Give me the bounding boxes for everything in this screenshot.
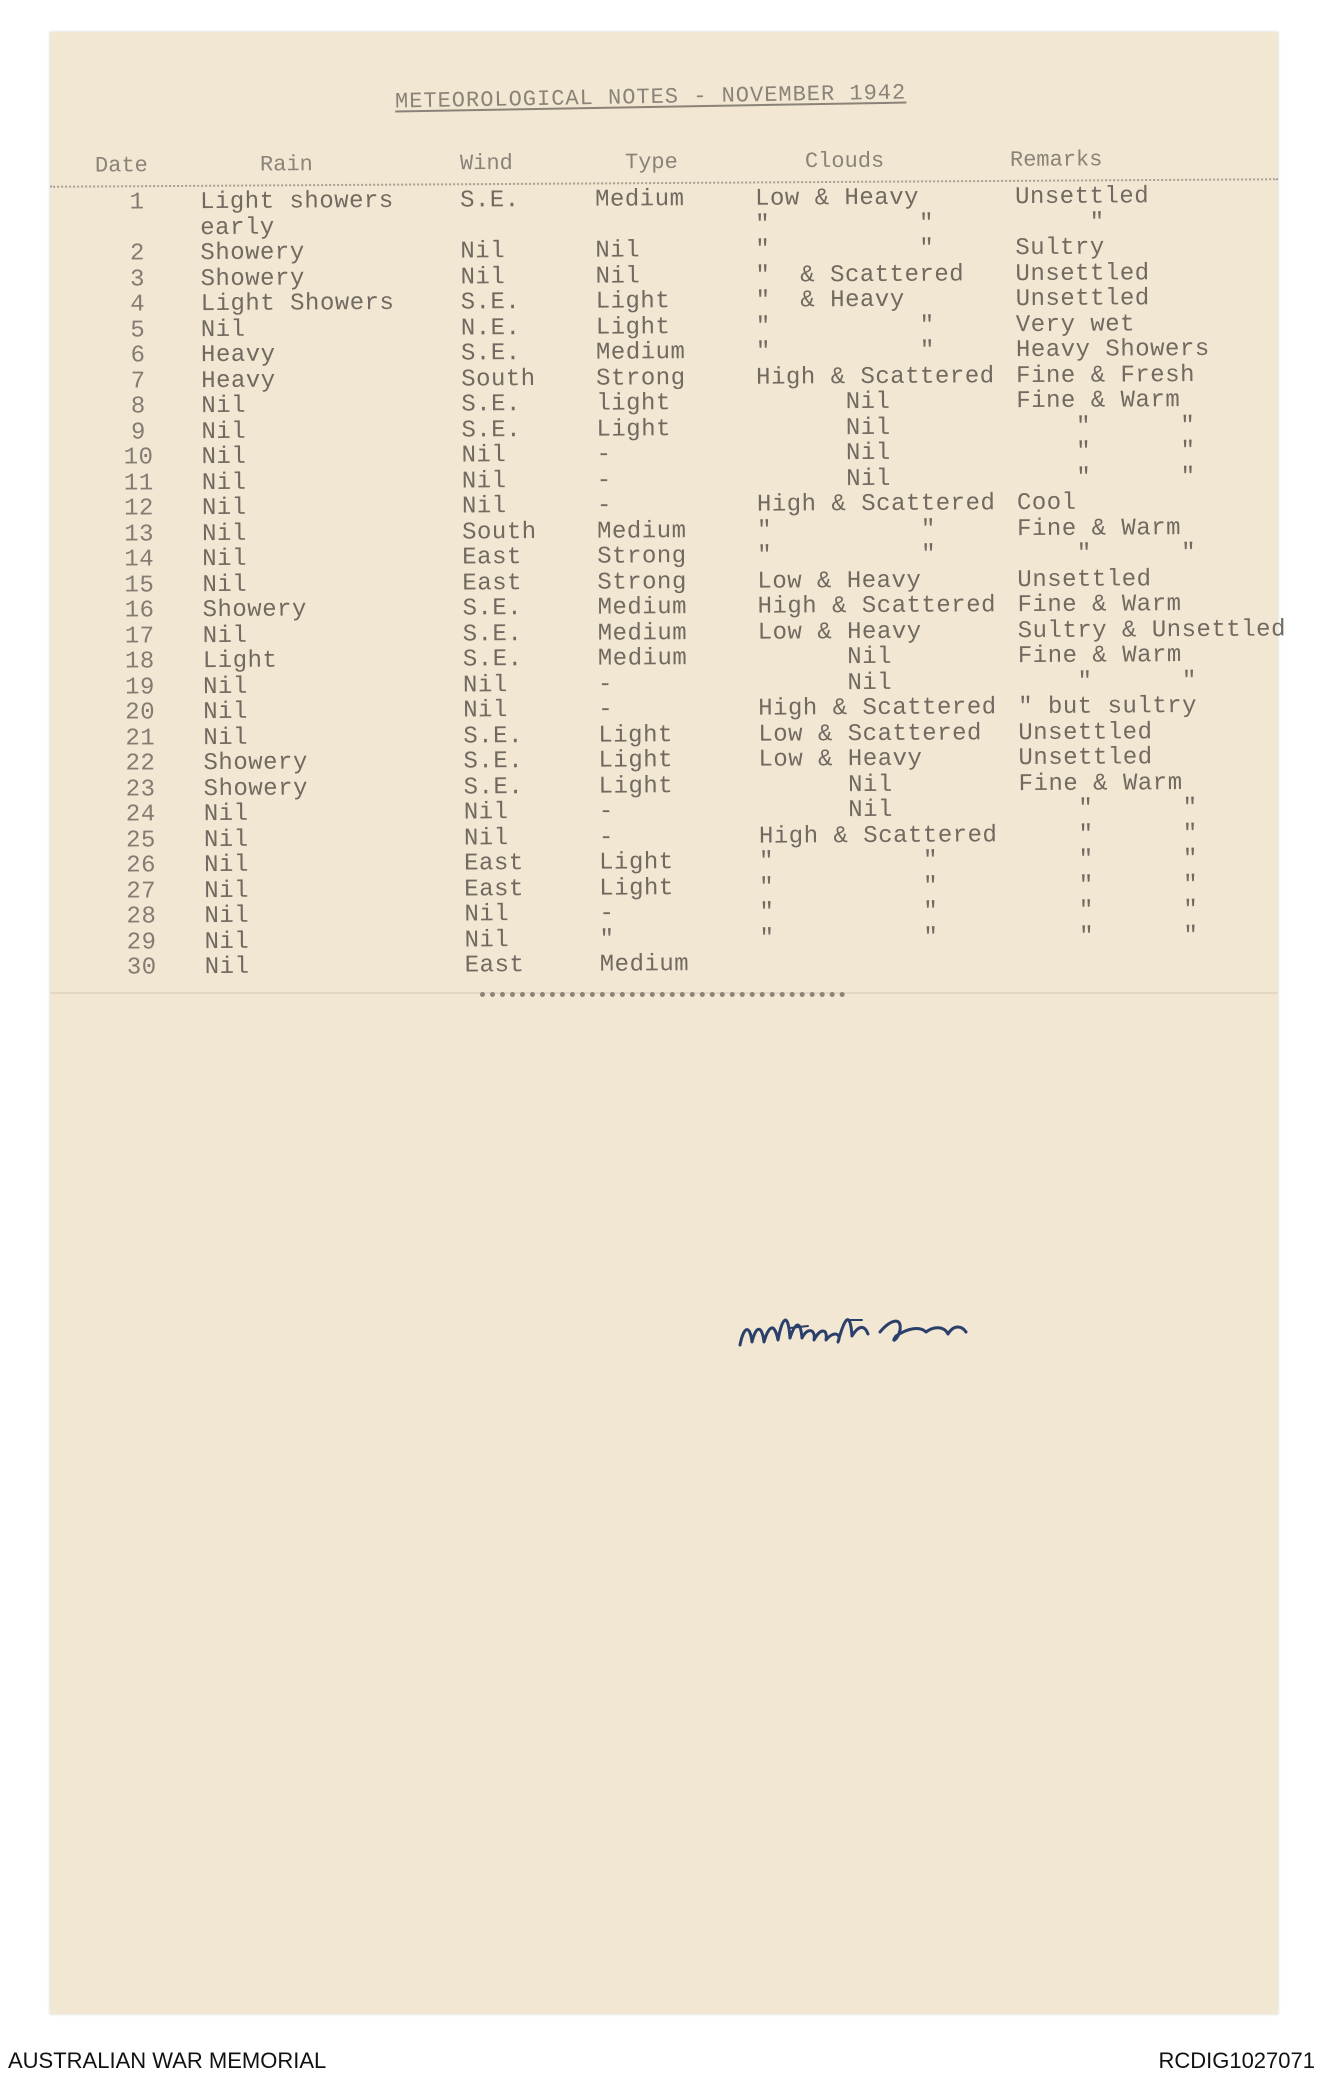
wind-cell: S.E. [460,340,521,368]
wind-cell: Nil [460,263,506,291]
footer-source: AUSTRALIAN WAR MEMORIAL [8,2048,327,2073]
date-cell: 29 [126,928,157,957]
rain-cell: Nil [203,826,249,854]
remarks-cell: " " [1016,438,1196,467]
clouds-cell: Nil [756,465,891,494]
date-cell: 20 [125,699,156,727]
remarks-cell: " " [1019,846,1199,875]
date-cell: 12 [123,495,154,523]
rain-cell: Heavy [201,367,276,395]
date-cell: 5 [130,316,146,345]
rain-cell: Nil [203,724,249,752]
rain-cell: Nil [204,953,250,982]
clouds-cell: High & Scattered [758,694,997,723]
type-cell: " [599,926,615,954]
clouds-cell: " " [759,873,939,902]
rain-cell: Nil [204,928,250,956]
rain-cell: Nil [201,418,247,446]
type-cell: - [597,671,614,699]
remarks-cell: Fine & Warm [1016,514,1182,543]
rain-cell: Showery [200,239,305,268]
type-cell: Medium [597,517,687,546]
wind-cell: Nil [461,467,507,495]
rain-cell: Light showers [199,187,394,217]
type-cell: Nil [595,262,641,291]
wind-cell: S.E. [461,416,522,444]
type-cell: Medium [597,594,688,622]
clouds-cell: Nil [756,414,891,443]
wind-cell: S.E. [460,289,521,317]
clouds-cell: Nil [757,669,893,698]
rain-cell: Light Showers [200,289,395,319]
wind-cell: S.E. [463,773,524,801]
type-cell: - [598,824,614,852]
wind-cell: N.E. [460,314,521,342]
type-cell: Light [595,288,671,316]
header-rain: Rain [259,152,313,178]
date-cell: 23 [125,775,156,804]
remarks-cell: Fine & Warm [1017,591,1182,620]
remarks-cell: " " [1019,871,1199,900]
type-cell: Strong [597,568,687,597]
rain-cell: Heavy [200,341,276,370]
type-cell: Light [598,772,674,801]
clouds-cell: Nil [758,771,893,800]
date-cell: 21 [125,724,156,753]
document-title: METEOROLOGICAL NOTES - NOVEMBER 1942 [394,80,907,115]
remarks-cell: Sultry & Unsettled [1017,615,1287,645]
remarks-cell: Unsettled [1017,565,1152,594]
remarks-cell: Very wet [1015,310,1136,339]
wind-cell: East [464,875,524,903]
clouds-cell: " " [755,235,935,264]
rain-cell: Nil [204,851,249,880]
rain-cell: Showery [202,596,307,625]
date-cell: 28 [126,903,157,931]
remarks-cell: Fine & Fresh [1016,361,1196,390]
wind-cell: Nil [460,238,506,266]
clouds-cell: High & Scattered [756,490,996,519]
rain-cell: Nil [202,622,248,650]
rain-cell: Nil [202,673,248,701]
rain-cell: Showery [203,774,309,803]
type-cell: light [596,390,671,418]
date-cell: 13 [124,520,155,549]
clouds-cell: High & Scattered [756,362,995,392]
wind-cell: S.E. [462,595,523,623]
date-cell: 19 [125,673,156,702]
table-header [50,138,1278,188]
date-cell: 6 [130,342,146,370]
clouds-cell: " & Heavy [755,286,905,315]
document-page [50,32,1287,2014]
wind-cell: East [464,850,524,878]
clouds-cell: Nil [758,796,894,825]
remarks-cell: Fine & Warm [1017,642,1182,671]
header-clouds: Clouds [804,148,885,175]
remarks-cell: " " [1016,463,1196,492]
date-cell: 30 [126,954,157,982]
remarks-cell: " " [1018,820,1198,849]
clouds-cell: High & Scattered [757,592,997,621]
clouds-cell: Low & Heavy [758,745,923,774]
wind-cell: S.E. [462,620,523,648]
wind-cell: S.E. [462,646,523,674]
type-cell: - [598,798,614,826]
date-cell: 8 [130,393,146,421]
date-cell: 9 [130,418,147,447]
clouds-cell: " " [756,516,936,545]
rain-cell: Nil [201,469,247,497]
remarks-cell: " but sultry [1018,693,1198,722]
wind-cell: East [464,952,525,980]
remarks-cell: Fine & Warm [1016,387,1181,416]
rain-cell: Nil [201,392,247,421]
wind-cell: Nil [461,493,507,521]
header-remarks: Remarks [1009,147,1103,173]
remarks-cell: Unsettled [1015,285,1150,314]
wind-cell: Nil [463,824,509,852]
rain-cell: Nil [201,494,247,523]
rain-cell: Showery [203,749,308,778]
wind-cell: Nil [463,697,508,725]
wind-cell: S.E. [459,187,520,215]
header-date: Date [94,153,148,179]
wind-cell: South [462,518,537,546]
remarks-cell: Unsettled [1018,744,1153,773]
wind-cell: Nil [461,442,507,470]
type-cell: - [598,696,614,724]
clouds-cell: " " [757,541,937,570]
type-cell: Medium [594,186,685,214]
date-cell: 26 [126,852,157,880]
clouds-cell: " " [759,924,939,953]
rain-cell: Nil [200,316,246,344]
clouds-cell: Low & Scattered [758,719,982,749]
dotted-separator [480,992,845,997]
signature [730,1290,1060,1360]
wind-cell: East [462,569,523,597]
remarks-cell: Unsettled [1014,183,1150,212]
clouds-cell: " " [759,847,939,876]
remarks-cell: Unsettled [1018,718,1153,747]
rain-cell: Nil [203,698,248,727]
date-cell: 18 [124,648,155,676]
remarks-cell: Fine & Warm [1018,769,1183,798]
clouds-cell: " " [755,337,935,366]
date-cell: 11 [123,469,154,498]
type-cell: Light [598,721,673,750]
type-cell: - [596,441,612,469]
clouds-cell: " " [759,898,939,927]
date-cell: 14 [124,546,155,574]
rain-cell: Nil [201,443,247,472]
rain-cell: early [200,214,275,242]
type-cell: Nil [595,237,641,265]
wind-cell: East [462,544,522,572]
clouds-cell: " " [755,210,935,239]
rain-cell: Light [202,647,278,676]
clouds-cell: Nil [757,643,893,672]
clouds-cell: Nil [756,439,891,468]
rain-cell: Nil [202,571,248,599]
type-cell: Light [599,849,674,877]
type-cell: Medium [599,951,690,979]
remarks-cell: Unsettled [1015,259,1150,288]
rain-cell: Nil [204,902,250,931]
wind-cell: Nil [463,799,509,827]
type-cell: Medium [597,619,688,648]
type-cell: - [596,467,612,495]
clouds-cell: " & Scattered [755,260,965,290]
date-cell: 15 [124,571,155,600]
wind-cell: S.E. [461,391,521,419]
remarks-cell: Sultry [1015,234,1105,263]
date-cell: 17 [124,622,155,651]
remarks-cell: " " [1016,412,1196,441]
remarks-cell: " [1015,209,1105,237]
type-cell: - [596,492,612,520]
rain-cell: Nil [202,520,247,548]
type-cell: Strong [596,364,686,393]
type-cell: Medium [595,339,686,367]
header-type: Type [624,149,678,176]
remarks-cell: " " [1017,540,1197,569]
rain-cell: Nil [202,545,248,574]
wind-cell: S.E. [463,722,524,750]
remarks-cell: " " [1018,795,1198,824]
rain-cell: Showery [200,264,305,293]
remarks-cell: Heavy Showers [1015,335,1210,365]
date-cell: 7 [130,367,146,396]
date-cell: 27 [126,877,157,906]
type-cell: Light [595,313,671,342]
wind-cell: Nil [462,671,508,699]
type-cell: Medium [597,645,688,673]
wind-cell: South [461,365,536,393]
date-cell: 3 [130,265,146,294]
date-cell: 16 [124,597,155,625]
clouds-cell: High & Scattered [758,821,998,851]
date-cell: 25 [125,826,156,855]
weather-table [50,183,1287,982]
clouds-cell: Nil [756,388,891,417]
date-cell: 4 [130,291,146,319]
date-cell: 24 [125,801,156,829]
table-row [55,949,1283,982]
footer-id: RCDIG1027071 [1158,2048,1315,2073]
date-cell: 10 [123,444,154,472]
clouds-cell: Low & Heavy [757,567,922,596]
header-wind: Wind [459,150,513,177]
type-cell: - [599,900,615,928]
remarks-cell: " " [1019,922,1199,951]
type-cell: Strong [597,543,687,571]
wind-cell: S.E. [463,748,524,776]
rain-cell: Nil [203,800,249,829]
wind-cell: Nil [464,926,510,954]
rain-cell: Nil [204,877,250,905]
date-cell: 2 [129,240,145,268]
remarks-cell: " " [1017,667,1197,696]
clouds-cell: Low & Heavy [754,184,920,213]
date-cell: 22 [125,750,156,778]
type-cell: Light [599,874,674,903]
wind-cell: Nil [464,901,510,929]
clouds-cell: Low & Heavy [757,618,922,647]
remarks-cell: " " [1019,896,1199,926]
type-cell: Light [598,747,674,775]
remarks-cell: Cool [1016,489,1077,518]
clouds-cell: " " [755,312,935,341]
date-cell: 1 [129,189,145,217]
type-cell: Light [596,415,672,444]
